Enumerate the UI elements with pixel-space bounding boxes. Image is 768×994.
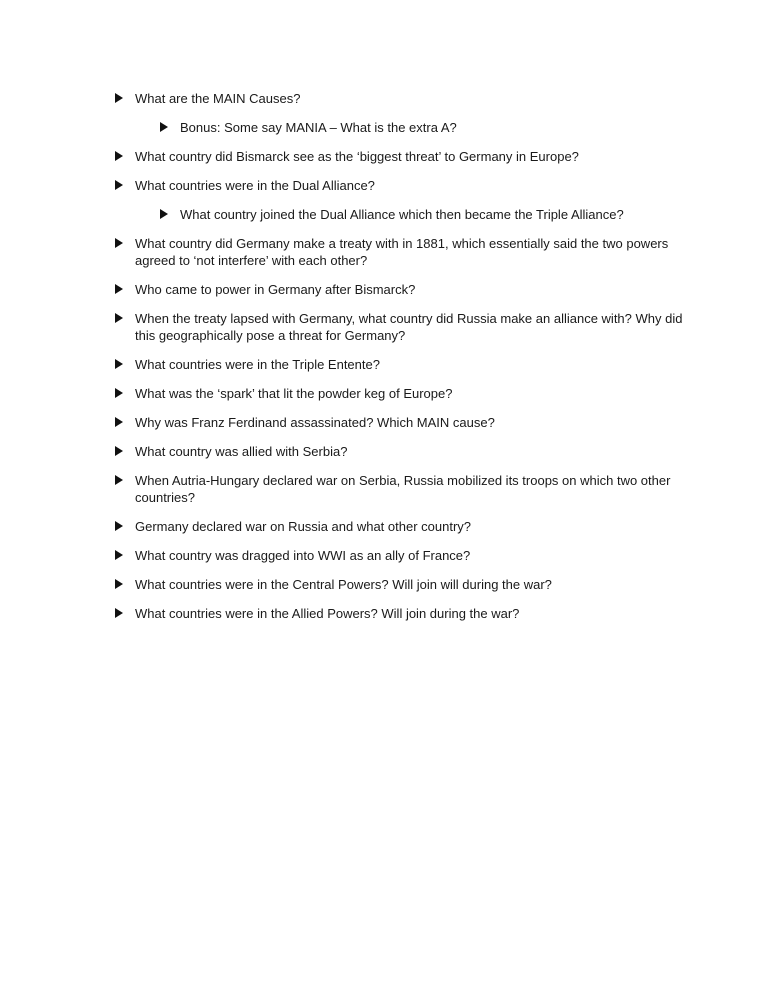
question-text: What countries were in the Allied Powers? Will join during the war? [135,606,520,621]
triangle-bullet-icon [115,151,123,161]
question-text: What was the ‘spark’ that lit the powder keg of Europe? [135,386,453,401]
question-text: When Autria-Hungary declared war on Serbia, Russia mobilized its troops on which two other countries? [135,473,671,505]
triangle-bullet-icon [115,417,123,427]
triangle-bullet-icon [115,238,123,248]
triangle-bullet-icon [115,180,123,190]
question-item [115,443,685,460]
triangle-bullet-icon [115,388,123,398]
question-item [115,177,685,194]
question-item [115,235,685,269]
triangle-bullet-icon [115,313,123,323]
question-item [115,90,685,107]
triangle-bullet-icon [160,209,168,219]
question-item [160,119,685,136]
question-item [115,414,685,431]
question-text: What countries were in the Dual Alliance? [135,178,375,193]
question-list [115,90,685,634]
question-text: What country was dragged into WWI as an ally of France? [135,548,471,563]
triangle-bullet-icon [115,475,123,485]
question-item [115,385,685,402]
question-item [115,518,685,535]
question-item [115,356,685,373]
question-text: What country was allied with Serbia? [135,444,348,459]
question-item [160,206,685,223]
triangle-bullet-icon [115,284,123,294]
question-text: Who came to power in Germany after Bismarck? [135,282,416,297]
question-text: What countries were in the Central Powers? Will join will during the war? [135,577,552,592]
question-item [115,281,685,298]
triangle-bullet-icon [115,550,123,560]
triangle-bullet-icon [115,579,123,589]
question-item [115,547,685,564]
triangle-bullet-icon [115,93,123,103]
question-item [115,576,685,593]
triangle-bullet-icon [115,446,123,456]
triangle-bullet-icon [115,608,123,618]
question-item [115,148,685,165]
question-text: What are the MAIN Causes? [135,91,301,106]
question-text: What countries were in the Triple Entente? [135,357,380,372]
question-text: Bonus: Some say MANIA – What is the extra A? [180,120,457,135]
question-item [115,605,685,622]
question-text: When the treaty lapsed with Germany, what country did Russia make an alliance with? Why did this geographically pose a threat for Germany? [135,311,683,343]
question-text: What country did Germany make a treaty with in 1881, which essentially said the two powers agreed to ‘not interfere’ with each other? [135,236,669,268]
question-text: Why was Franz Ferdinand assassinated? Which MAIN cause? [135,415,495,430]
question-text: Germany declared war on Russia and what other country? [135,519,472,534]
question-text: What country did Bismarck see as the ‘biggest threat’ to Germany in Europe? [135,149,579,164]
triangle-bullet-icon [115,359,123,369]
question-item [115,472,685,506]
question-item [115,310,685,344]
triangle-bullet-icon [115,521,123,531]
triangle-bullet-icon [160,122,168,132]
question-text: What country joined the Dual Alliance which then became the Triple Alliance? [180,207,624,222]
